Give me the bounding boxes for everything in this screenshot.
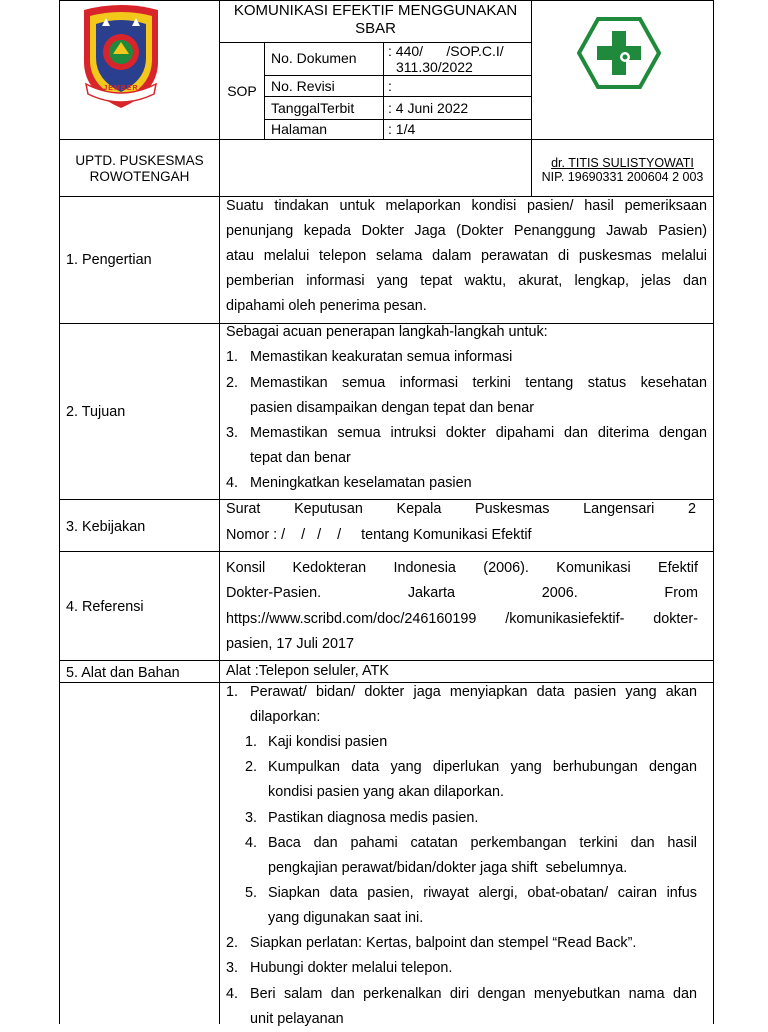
tujuan-item: Memastikan semua intruksi dokter dipahami dan diterima dengan	[250, 425, 707, 441]
pengertian-line: penunjang kepada Dokter Jaga (Dokter Penanggung Jawab Pasien)	[226, 223, 707, 239]
pengertian-line: Suatu tindakan untuk melaporkan kondisi pasien/ hasil pemeriksaan	[226, 198, 707, 214]
tujuan-item-cont: pasien disampaikan dengan tepat dan benar	[250, 400, 535, 416]
doc-number-value: : 440/ /SOP.C.I/	[388, 43, 504, 59]
langkah-item: Perawat/ bidan/ dokter jaga menyiapkan data pasien yang akan	[250, 684, 697, 700]
crest-ribbon-text: JEMBER	[103, 85, 139, 92]
section-label-pengertian: 1. Pengertian	[66, 252, 152, 268]
langkah-subitem: Kaji kondisi pasien	[268, 734, 388, 750]
referensi-line: pasien, 17 Juli 2017	[226, 636, 355, 652]
page-value: : 1/4	[388, 121, 416, 137]
langkah-subitem-number: 4.	[245, 835, 258, 851]
tujuan-item-number: 4.	[226, 475, 239, 491]
sop-label: SOP	[227, 83, 257, 99]
tujuan-item-number: 1.	[226, 349, 239, 365]
referensi-line: Konsil Kedokteran Indonesia (2006). Komunikasi Efektif	[226, 560, 698, 576]
langkah-item-number: 1.	[226, 684, 239, 700]
tujuan-item: Meningkatkan keselamatan pasien	[250, 475, 472, 491]
referensi-line: Dokter-Pasien. Jakarta 2006. From	[226, 585, 698, 601]
langkah-subitem-cont: pengkajian perawat/bidan/dokter jaga shift sebelumnya.	[268, 860, 628, 876]
langkah-subitem: Kumpulkan data yang diperlukan yang berhubungan dengan	[268, 759, 697, 775]
alat-value: Alat :Telepon seluler, ATK	[226, 663, 389, 679]
signer-name: dr. TITIS SULISTYOWATI	[551, 156, 694, 170]
doc-number-label: No. Dokumen	[271, 50, 357, 66]
langkah-item: Beri salam dan perkenalkan diri dengan menyebutkan nama dan	[250, 986, 697, 1002]
langkah-subitem: Pastikan diagnosa medis pasien.	[268, 810, 479, 826]
tujuan-item-number: 2.	[226, 375, 239, 391]
doc-number-value-cont: 311.30/2022	[396, 59, 473, 75]
tujuan-item-cont: tepat dan benar	[250, 450, 351, 466]
pengertian-line: pemberian informasi yang tepat waktu, akurat, lengkap, jelas dan	[226, 273, 707, 289]
langkah-item-cont: unit pelayanan	[250, 1011, 344, 1027]
section-label-alat: 5. Alat dan Bahan	[66, 665, 180, 681]
langkah-subitem-number: 3.	[245, 810, 258, 826]
langkah-subitem-number: 2.	[245, 759, 258, 775]
org-name-line1: UPTD. PUSKESMAS	[75, 153, 204, 168]
langkah-item-number: 2.	[226, 935, 239, 951]
kebijakan-line2: Nomor : / / / / tentang Komunikasi Efektif	[226, 527, 532, 543]
langkah-item-cont: dilaporkan:	[250, 709, 321, 725]
langkah-subitem: Baca dan pahami catatan perkembangan terkini dan hasil	[268, 835, 697, 851]
tujuan-intro: Sebagai acuan penerapan langkah-langkah untuk:	[226, 324, 548, 340]
org-name-line2: ROWOTENGAH	[89, 169, 190, 184]
revision-value: :	[388, 78, 392, 94]
section-label-referensi: 4. Referensi	[66, 599, 144, 615]
tujuan-item: Memastikan semua informasi terkini tentang status kesehatan	[250, 375, 707, 391]
section-label-tujuan: 2. Tujuan	[66, 404, 126, 420]
signer-nip: NIP. 19690331 200604 2 003	[541, 170, 704, 184]
section-label-kebijakan: 3. Kebijakan	[66, 519, 146, 535]
langkah-item: Siapkan perlatan: Kertas, balpoint dan stempel “Read Back”.	[250, 935, 637, 951]
tujuan-item-number: 3.	[226, 425, 239, 441]
langkah-item-number: 3.	[226, 960, 239, 976]
referensi-line: https://www.scribd.com/doc/246160199 /komunikasiefektif- dokter-	[226, 611, 698, 627]
pengertian-line: dipahami oleh penerima pesan.	[226, 298, 427, 314]
revision-label: No. Revisi	[271, 78, 335, 94]
langkah-subitem: Siapkan data pasien, riwayat alergi, obat-obatan/ cairan infus	[268, 885, 697, 901]
kebijakan-line1: Surat Keputusan Kepala Puskesmas Langensari 2	[226, 501, 696, 517]
langkah-item: Hubungi dokter melalui telepon.	[250, 960, 453, 976]
langkah-subitem-cont: kondisi pasien yang akan dilaporkan.	[268, 784, 505, 800]
langkah-subitem-cont: yang digunakan saat ini.	[268, 910, 424, 926]
issue-date-label: TanggalTerbit	[271, 100, 355, 116]
langkah-item-number: 4.	[226, 986, 239, 1002]
sop-title-line1: KOMUNIKASI EFEKTIF MENGGUNAKAN	[233, 2, 518, 19]
page-label: Halaman	[271, 121, 328, 137]
pengertian-line: atau melalui telepon selama dalam perawatan di puskesmas melalui	[226, 248, 707, 264]
langkah-subitem-number: 5.	[245, 885, 258, 901]
langkah-subitem-number: 1.	[245, 734, 258, 750]
jember-crest-logo	[80, 2, 162, 110]
puskesmas-logo	[577, 17, 661, 89]
sop-title-line2: SBAR	[355, 20, 396, 37]
tujuan-item: Memastikan keakuratan semua informasi	[250, 349, 513, 365]
issue-date-value: : 4 Juni 2022	[388, 100, 469, 116]
